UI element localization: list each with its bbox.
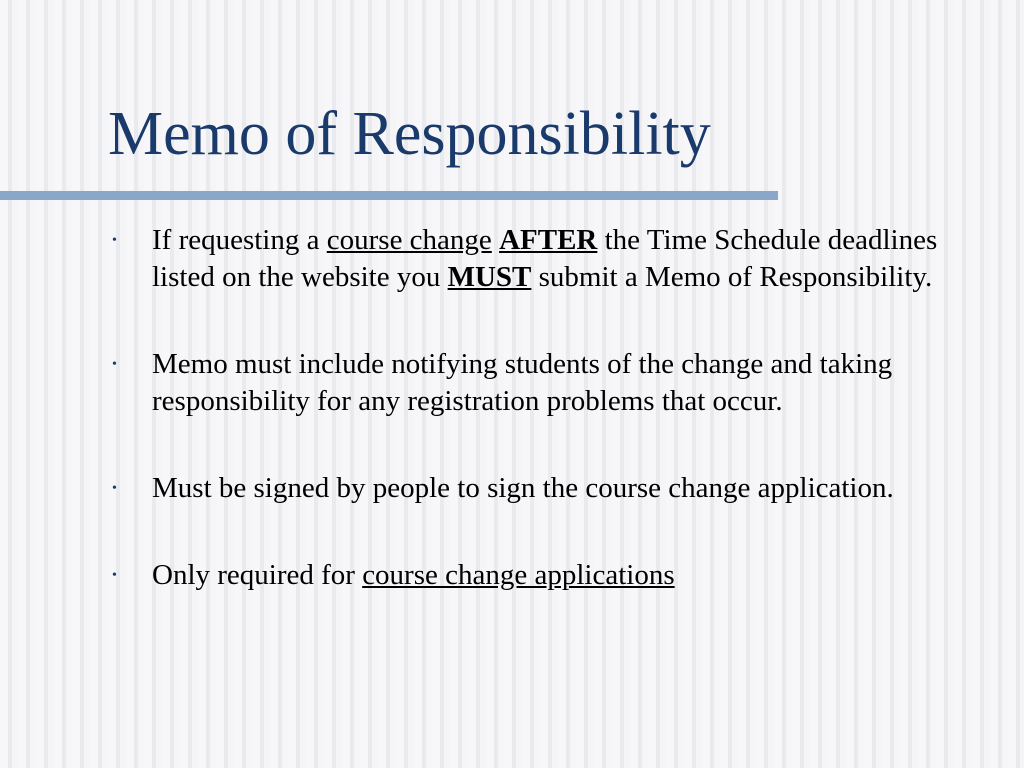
bullet-text-segment: If requesting a [152,224,327,256]
bullet-text-segment [492,224,499,256]
bullet-text-segment: submit a Memo of Responsibility. [531,261,933,293]
bullet-text: Must be signed by people to sign the course change application. [152,472,894,504]
bullet-item-memo-content [112,346,1007,420]
course-change-link-text: course change [326,224,492,256]
bullet-item-only-required [112,557,1007,594]
bullet-dot-icon: • [112,568,117,583]
must-emphasis: MUST [447,261,532,293]
bullet-text-segment: the Time Schedule deadlines listed on the website you [152,224,938,293]
bullet-item-signatures [112,470,1007,507]
bullet-text: Memo must include notifying students of the change and taking responsibility for any registration problems that occur. [152,348,893,417]
bullet-dot-icon: • [112,357,117,372]
bullet-dot-icon: • [112,481,117,496]
course-change-applications-link-text: course change applications [362,559,675,591]
bullet-text-segment: Only required for [152,559,363,591]
slide-title: Memo of Responsibility [108,100,711,168]
after-emphasis: AFTER [499,224,598,256]
bullet-list [112,222,1007,594]
bullet-dot-icon: • [112,233,117,248]
title-underline-rule [0,191,778,200]
bullet-item-course-change [112,222,1007,296]
